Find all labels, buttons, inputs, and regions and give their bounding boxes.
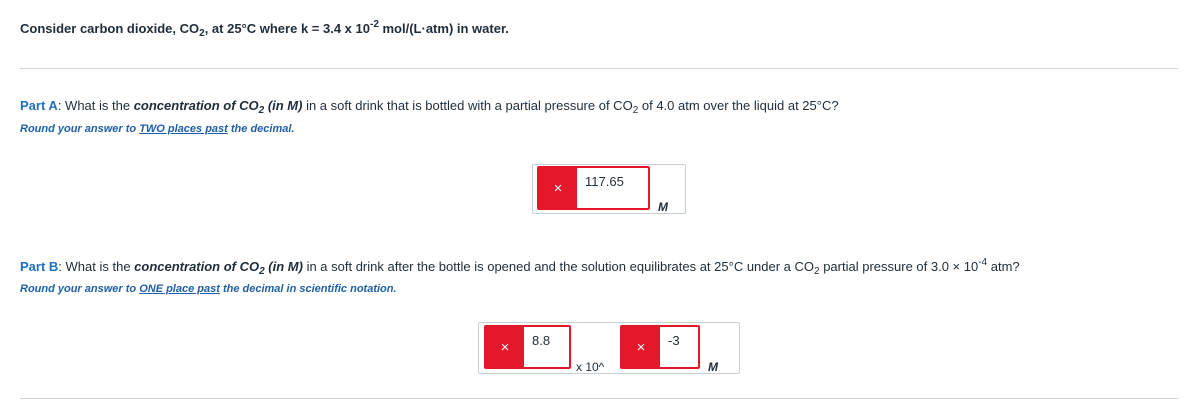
part-a-rounding-instruction: Round your answer to TWO places past the decimal. <box>20 123 295 135</box>
part-b-coefficient-field[interactable] <box>484 325 571 369</box>
times-ten-label: x 10^ <box>576 360 605 374</box>
part-a-answer-value[interactable]: 117.65 <box>585 174 624 189</box>
part-b-label: Part B <box>20 259 59 274</box>
incorrect-icon: × <box>539 168 577 208</box>
part-b-rounding-instruction: Round your answer to ONE place past the decimal in scientific notation. <box>20 283 397 295</box>
part-a-answer-field[interactable] <box>537 166 650 210</box>
part-b-rounding-link[interactable]: ONE place past <box>139 283 220 295</box>
question-prompt: Consider carbon dioxide, $CO_2$, at 25°C where k = 3.4 x $10^{-2}$ mol/(L·atm) in water. <box>20 19 509 39</box>
part-b-unit: M <box>708 360 718 374</box>
part-b-question: Part B: What is the concentration of $CO_2$ (in M) in a soft drink after the bottle is opened and the solution equilibrates at 25°C under a $CO_2$ partial pressure of $3.0 \times 10^{-4}$ atm? <box>20 257 1020 277</box>
incorrect-icon: × <box>486 327 524 367</box>
part-a-label: Part A <box>20 98 58 113</box>
divider-bottom <box>20 398 1178 399</box>
incorrect-icon: × <box>622 327 660 367</box>
part-b-coefficient-value[interactable]: 8.8 <box>532 333 551 348</box>
part-a-question: Part A: What is the concentration of $CO_2$ (in M) in a soft drink that is bottled with a partial pressure of $CO_2$ of 4.0 atm over the liquid at 25°C? <box>20 98 839 116</box>
part-a-unit: M <box>658 200 668 214</box>
divider-top <box>20 68 1178 69</box>
part-b-exponent-value[interactable]: -3 <box>668 333 680 348</box>
part-b-exponent-field[interactable] <box>620 325 700 369</box>
part-a-rounding-link[interactable]: TWO places past <box>139 123 228 135</box>
